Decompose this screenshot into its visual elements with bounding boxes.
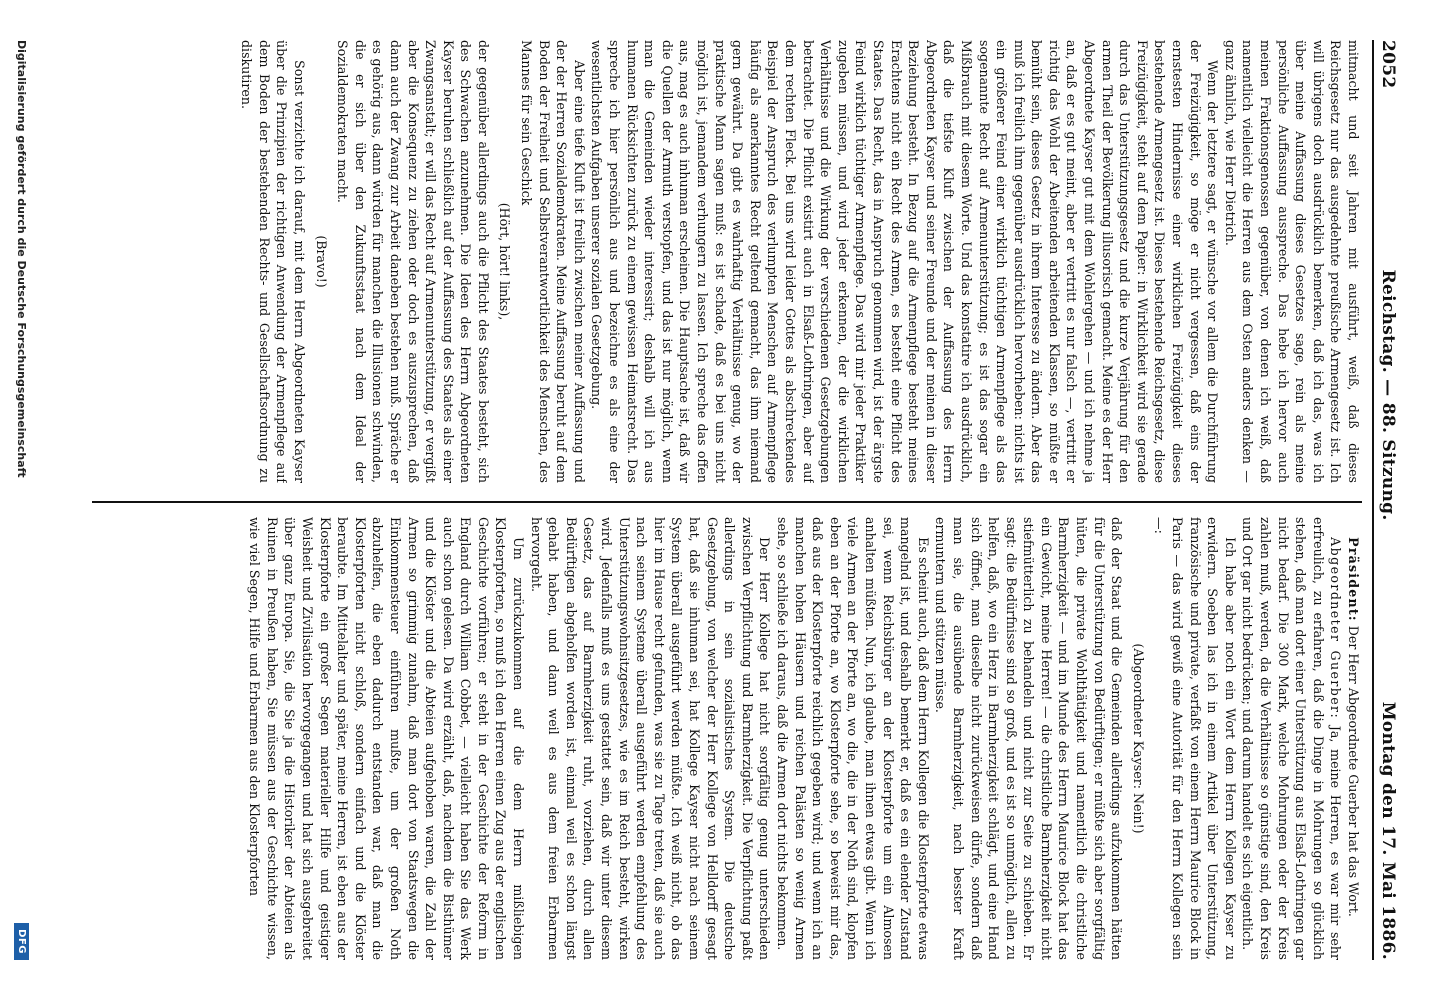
right-paragraph: Ich habe aber noch ein Wort dem Herrn Kollegen Kayser zu erwidern. Soeben las ich in einem Artikel über Unterstützung, französische und private, verfaßt von einem Herrn Maurice Block in Paris — das wird gewiß eine Autorität für den Herrn Kollegen sein —: [1152,517,1238,960]
session-title: Reichstag. — 88. Sitzung. [1378,269,1398,521]
dfg-logo: DFG [15,923,30,960]
interjection: (Bravo!) [313,235,329,288]
right-paragraph: Um zurückzukommen auf die dem Herrn mißliebigen Klosterpforten, so muß ich den Herren einen Zug aus der englischen Geschichte vorführen; er steht in der Geschichte der Reform in England durch William Cobbet, — vielleicht haben Sie das Werk auch schon gelesen. Da wird erzählt, daß, nachdem die Bisthümer und die Klöster und die Abteien aufgehoben waren, die Zahl der Armen so grimmig zunahm, daß man dort von Staatswegen die Einkommensteuer einführen mußte, um der großen Noth abzuhelfen, die eben dadurch entstanden war, daß man die Klosterpforten nicht schloß, sondern einfach und die Klöster beraubte. Im Mittelalter und später, meine Herren, ist eben aus der Klosterpforte ein großer Segen materieller Hilfe und geistiger Weisheit und Zivilisation hervorgegangen und hat sich ausgebreitet über ganz Europa. Sie, die Sie ja die Historiker der Abteien als Ruinen in Preußen haben, Sie müssen aus der Geschichte wissen, wie viel Segen, Hilfe und Erbarmen aus den Klosterpforten [247,517,527,960]
speaker-paragraph [1239,517,1345,960]
right-paragraph: Es scheint auch, daß dem Herrn Kollegen die Klosterpforte etwas mangelnd ist, und deshalb bemerkt er, daß es ein elender Zustand sei, wenn Reichsbürger an der Klosterpforte um ein Almosen anhalten müßten. Nun, ich glaube, man ihnen etwas gibt. Wenn ich viele Armen an der Pforte an, wo die, die in der Noth sind, klopfen eben an der Pforte an, wo Klosterpforte sehe, so beweist mir das, daß aus der Klosterpforte reichlich gegeben wird; und wenn ich an manchen hohen Häusern und reichen Palästen so wenig Armen sehe, so schließe ich daraus, daß die Armen dort nichts bekommen. [775,517,931,960]
text-columns [92,40,1362,960]
left-paragraph: Wenn der letztere sagt, er wünsche vor allem die Durchführung der Freizügigkeit, so möge er nicht vergessen, daß eins der ernstesten Hindernisse einer wirklichen Freizügigkeit dieses bestehende Armengesetz ist. Dieses bestehende Reichsgesetz, diese Freizügigkeit, steht auf dem Papier: in Wirklichkeit wird sie gerade durch das Unterstützungsgesetz und die kurze Verjährung für den armen Theil der Bevölkerung illusorisch gemacht. Meine es der Herr Abgeordnete Kayser gut mit dem Wohlergehen — und ich nehme ja an, daß er es gut meint, aber er vertritt es nur falsch —, vertritt er richtig das Wohl der Abeitenden arbeitenden Klassen, so müßte er bemüht sein, dieses Gesetz in ihrem Interesse zu ändern. Aber das muß ich freilich ihm gegenüber ausdrücklich hervorheben: nichts ist ein größerer Feind einer wirklich tüchtigen Armenpflege als das sogenannte Recht auf Armenunterstützung; es ist das sogar ein Mißbrauch mit diesem Worte. Und das konstatire ich ausdrücklich, daß die tiefste Kluft zwischen der Auffassung des Herrn Abgeordneten Kayser und seiner Freunde und der meinen in dieser Beziehung besteht. In Bezug auf die Armenpflege besteht meines Erachtens nicht ein Recht des Armen, es besteht eine Pflicht des Staates. Das Recht, das in Anspruch genommen wird, ist der ärgste Feind wirklich tüchtiger Armenpflege. Das wird mir jeder Praktiker zugeben müssen, und wird jeder erkennen, der die wirklichen Verhältnisse und die Wirkung der verschiedenen Gesetzgebungen betrachtet. Die Pflicht existirt auch in Elsaß-Lothringen, aber auf dem rechten Fleck. Bei uns wird leider Gottes als abschreckendes Beispiel der Anspruch des verlumpten Menschen auf Armenpflege häufig als anerkanntes Recht geltend gemacht, das ihm niemand gern gewährt. Da gibt es wahrhaftig Verhältnisse genug, wo der praktische Mann sagen muß: es ist schade, daß es bei uns nicht möglich ist, jemandem verhungern zu lassen. Ich spreche das offen aus, mag es auch inhuman erscheinen. Die Hauptsache ist, daß wir die Quellen der Armuth verstopfen, und das ist nur möglich, wenn man die Gemeinden wieder interessirt; deshalb will ich aus humanen Rücksichten zurück zu einem gewissen Heimatsrecht. Das spreche ich hier persönlich aus und bezeichne es als eine der wesentlichsten Aufgaben unserer sozialen Gesetzgebung. [589,40,1221,483]
left-paragraph: mitmacht und seit Jahren mit ausführt, weiß, daß dieses Reichsgesetz nur das ausgedehnte preußische Armengesetz ist. Ich will übrigens doch ausdrücklich bemerken, daß ich das, was ich über meine Auffassung dieses Gesetzes sage, rein als meine persönliche Auffassung ausspreche. Das hebe ich hervor auch meinen Fraktionsgenossen gegenüber, von denen ich weiß, daß namentlich vielleicht die Herren aus dem Osten anders denken — ganz ähnlich, wie Herr Dietrich. [1222,40,1361,483]
speaker-text: Ja, meine Herren, es war mir sehr erfreulich, zu erfahren, daß die Dinge in Mohrungen so glücklich stehen, daß man dort einer Unterstützung aus Elsaß-Lothringen gar nicht bedarf. Die 300 Mark, welche Mohrungen oder der Kreis zahlen muß, werden, da die Verhältnisse so günstige sind, den Kreis und Ort gar nicht bedrücken; und darum handelt es sich eigentlich. [1240,517,1344,960]
right-paragraph: daß der Staat und die Gemeinden allerdings aufzukommen hätten für die Unterstützung von Bedürftigen; er müßte sich aber sorgfältig hüten, die private Wohlthätigkeit und namentlich die christliche Barmherzigkeit — und im Munde des Herrn Maurice Block hat das ein Gewicht, meine Herren! — die christliche Barmherzigkeit nicht stiefmütterlich zu behandeln und nicht zur Seite zu schieben. Er sagt: die Bedürfnisse sind so groß, und es ist so unmöglich, allen zu helfen, daß, wo ein Herz in Barmherzigkeit schlägt, und eine Hand sich öffnet, man dieselbe nicht zurückweisen dürfe, sondern daß man sie, die ausübende Barmherzigkeit, nach besster Kraft ermuntern und stützen müsse. [933,517,1125,960]
session-date: Montag den 17. Mai 1886. [1378,701,1398,960]
left-paragraph: Sonst verzichte ich darauf, mit dem Herrn Abgeordneten Kayser über die Prinzipien der richtigen Anwendung der Armenpflege auf dem Boden der bestehenden Rechts- und Gesellschaftsordnung zu diskutiren. [239,40,307,483]
speaker-label: Abgeordneter Guerber: [1328,537,1344,720]
left-paragraph: der gegenüber allerdings auch die Pflicht des Staates besteht, sich des Schwachen anzunehmen. Die Ideen des Herrn Abgeordneten Kayser beruhen schließlich auf der Auffassung des Staates als einer Zwangsanstalt; er will das Recht auf Armenunterstützung, er vergißt aber die Konsequenz zu ziehen oder doch es auszusprechen, daß dann auch der Zwang zur Arbeit daneben bestehen muß. Spräche er es gehörig aus, dann würden für manchen die Illusionen schwinden, die er sich über den Zukunftsstaat nach dem Ideal der Sozialdemokraten macht. [335,40,491,483]
page-number: 2052 [1378,40,1398,89]
interjection: (Hört, hört! links), [497,202,513,321]
right-paragraph: Der Herr Kollege hat nicht sorgfältig genug unterschieden zwischen Verpflichtung und Barmherzigkeit. Die Verpflichtung paßt allerdings in sein sozialistisches System. Die deutsche Gesetzgebung, von welcher der Herr Kollege von Helldorff gesagt hat, daß sie inhuman sei, hat Kollege Kayser nicht nach seinem System überall ausgeführt werden müßte. Ich weiß nicht, ob das hier im Hause recht gefunden, was sie zu Tage treten, daß sie auch nach seinem Systeme überall ausgeführt werden empfehlung des Unterstützungswohnsitzgesetzes, wie es im Reich besteht, wirken wird. Jedenfalls muß es uns gestattet sein, daß wir unter diesem Gesetz, das auf Barmherzigkeit ruht, vorziehen, durch allen Bedürftigen abgeholfen worden ist, einmal weil es schon längst gehabt haben, und dann weil es aus dem freien Erbarmen hervorgeht. [528,517,773,960]
page-header [1372,40,1432,960]
interjection: (Abgeordneter Kayser: Nein!) [1130,643,1146,834]
credit-text: Digitalisierung gefördert durch die Deutsche Forschungsgemeinschaft [15,40,29,478]
left-column [92,40,1362,483]
president-label: Präsident: [1346,537,1361,622]
right-column [92,501,1362,960]
president-line [1344,517,1362,960]
digitization-credit [10,40,34,960]
president-text: Der Herr Abgeordnete Guerber hat das Wort. [1346,625,1361,917]
left-paragraph: Aber eine tiefe Kluft ist freilich zwischen meiner Auffassung und der der Herren Sozialdemokraten. Meine Auffassung beruht auf dem Boden der Freiheit und Selbstverantwortlichkeit des Menschen, des Mannes für sein Geschick [519,40,587,483]
